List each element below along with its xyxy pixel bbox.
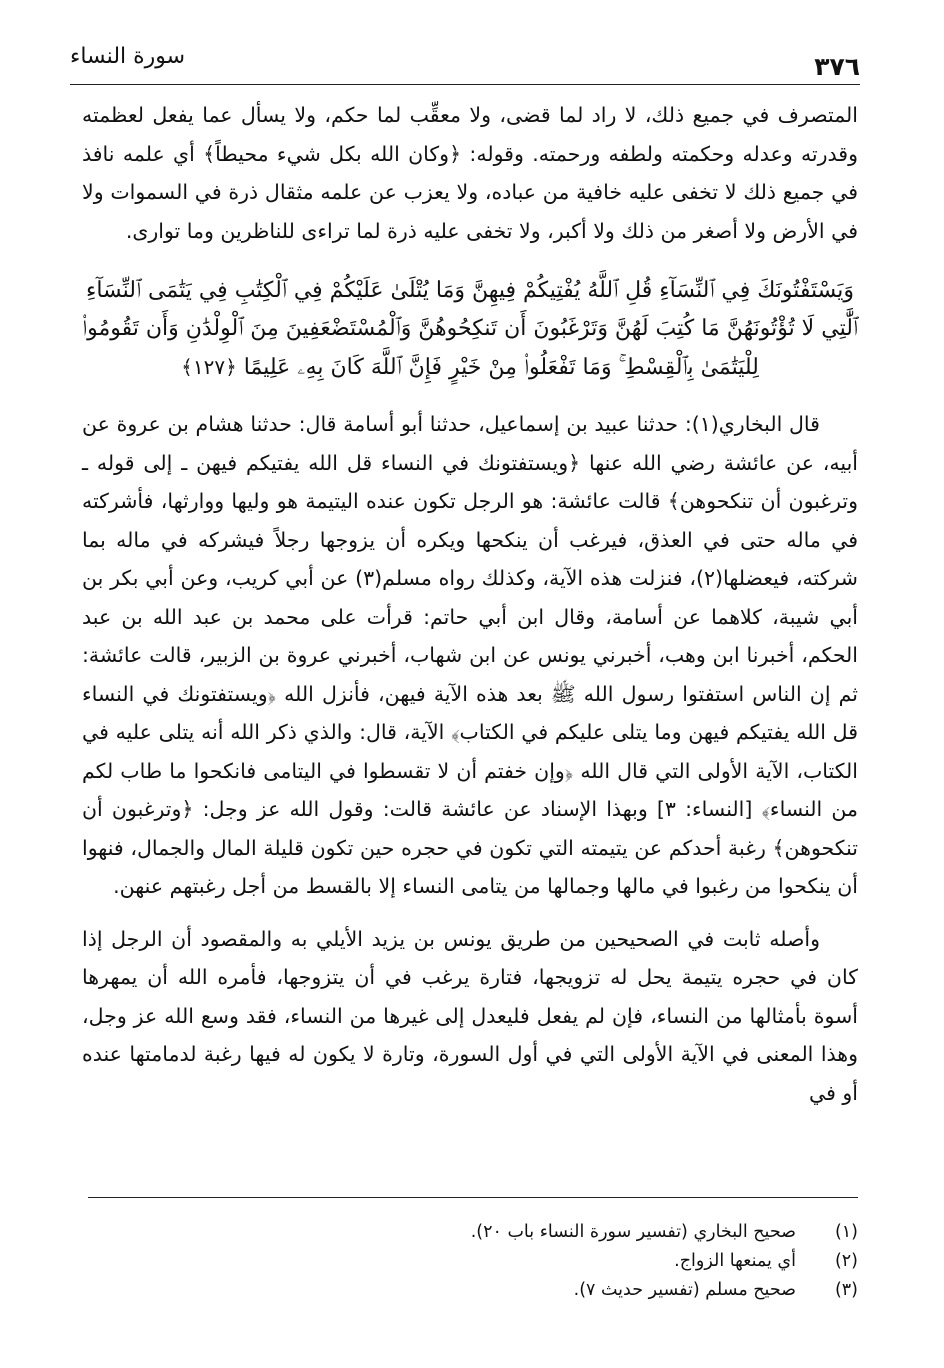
- paragraph-1: المتصرف في جميع ذلك، لا راد لما قضى، ولا معقِّب لما حكم، ولا يسأل عما يفعل لعظمته وقدرته وعدله وحكمته ولطفه ورحمته. وقوله: ﴿وكان الله بكل شيء محيطاً﴾ أي علمه نافذ في جميع ذلك لا تخفى عليه خافية من عباده، ولا يعزب عن علمه مثقال ذرة في السموات ولا في الأرض ولا أصغر من ذلك ولا أكبر، ولا تخفى عليه ذرة لما تراءى للناظرين وما توارى.: [82, 103, 858, 243]
- footnote-number: (٣): [834, 1280, 858, 1300]
- quran-verse: [82, 272, 858, 387]
- footnote-text: صحيح مسلم (تفسير حديث ٧).: [573, 1280, 796, 1300]
- footnote-separator: [88, 1197, 858, 1198]
- footnote-text: صحيح البخاري (تفسير سورة النساء باب ٢٠).: [470, 1222, 796, 1242]
- footnote-number: (٢): [834, 1251, 858, 1271]
- page-header: [70, 38, 860, 85]
- footnote-2: [82, 1247, 858, 1276]
- footnotes: [82, 1218, 858, 1305]
- footnote-number: (١): [834, 1222, 858, 1242]
- paragraph-2: قال البخاري(١): حدثنا عبيد بن إسماعيل، حدثنا أبو أسامة قال: حدثنا هشام بن عروة عن أبيه، عن عائشة رضي الله عنها ﴿ويستفتونك في النساء قل الله يفتيكم فيهن ـ إلى قوله ـ وترغبون أن تنكحوهن﴾ قالت عائشة: هو الرجل تكون عنده اليتيمة هو وليها ووارثها، فأشركته في ماله حتى في العذق، فيرغب أن ينكحها ويكره أن يزوجها رجلاً فيشركه في ماله بما شركته، فيعضلها(٢)، فنزلت هذه الآية، وكذلك رواه مسلم(٣) عن أبي كريب، وعن أبي بكر بن أبي شيبة، كلاهما عن أسامة، وقال ابن أبي حاتم: قرأت على محمد بن عبد الله بن عبد الحكم، أخبرنا ابن وهب، أخبرني يونس عن ابن شهاب، أخبرني عروة بن الزبير، قالت عائشة: ثم إن الناس استفتوا رسول الله ﷺ بعد هذه الآية فيهن، فأنزل الله ﴿ويستفتونك في النساء قل الله يفتيكم فيهن وما يتلى عليكم في الكتاب﴾ الآية، قال: والذي ذكر الله أنه يتلى عليه في الكتاب، الآية الأولى التي قال الله ﴿وإن خفتم أن لا تقسطوا في اليتامى فانكحوا ما طاب لكم من النساء﴾ [النساء: ٣] وبهذا الإسناد عن عائشة قالت: وقول الله عز وجل: ﴿وترغبون أن تنكحوهن﴾ رغبة أحدكم عن يتيمته التي تكون في حجره حين تكون قليلة المال والجمال، فنهوا أن ينكحوا من رغبوا في مالها وجمالها من يتامى النساء إلا بالقسط من أجل رغبتهم عنهن.: [82, 412, 858, 898]
- running-title: سورة النساء: [70, 44, 186, 69]
- page-number: ٣٧٦: [814, 52, 860, 81]
- verse-number-mark: ﴿١٢٧﴾: [181, 355, 237, 379]
- verse-text: وَيَسْتَفْتُونَكَ فِي ٱلنِّسَآءِ قُلِ ٱللَّهُ يُفْتِيكُمْ فِيهِنَّ وَمَا يُتْلَىٰ عَلَيْكُمْ فِي ٱلْكِتَٰبِ فِي يَتَٰمَى ٱلنِّسَآءِ ٱلَّٰتِي لَا تُؤْتُونَهُنَّ مَا كُتِبَ لَهُنَّ وَتَرْغَبُونَ أَن تَنكِحُوهُنَّ وَٱلْمُسْتَضْعَفِينَ مِنَ ٱلْوِلْدَٰنِ وَأَن تَقُومُوا۟ لِلْيَتَٰمَىٰ بِٱلْقِسْطِ ۚ وَمَا تَفْعَلُوا۟ مِنْ خَيْرٍ فَإِنَّ ٱللَّهَ كَانَ بِهِۦ عَلِيمًا: [82, 278, 858, 380]
- paragraph-3: وأصله ثابت في الصحيحين من طريق يونس بن يزيد الأيلي به والمقصود أن الرجل إذا كان في حجره يتيمة يحل له تزويجها، فتارة يرغب في أن يتزوجها، فأمره الله أن يمهرها أسوة بأمثالها من النساء، فإن لم يفعل فليعدل إلى غيرها من النساء، فقد وسع الله عز وجل، وهذا المعنى في الآية الأولى التي في أول السورة، وتارة لا يكون له فيها رغبة لدمامتها عنده أو في: [82, 926, 858, 1105]
- footnote-1: [82, 1218, 858, 1247]
- footnote-3: [82, 1276, 858, 1305]
- main-text: [82, 96, 858, 1112]
- footnote-text: أي يمنعها الزواج.: [674, 1251, 796, 1271]
